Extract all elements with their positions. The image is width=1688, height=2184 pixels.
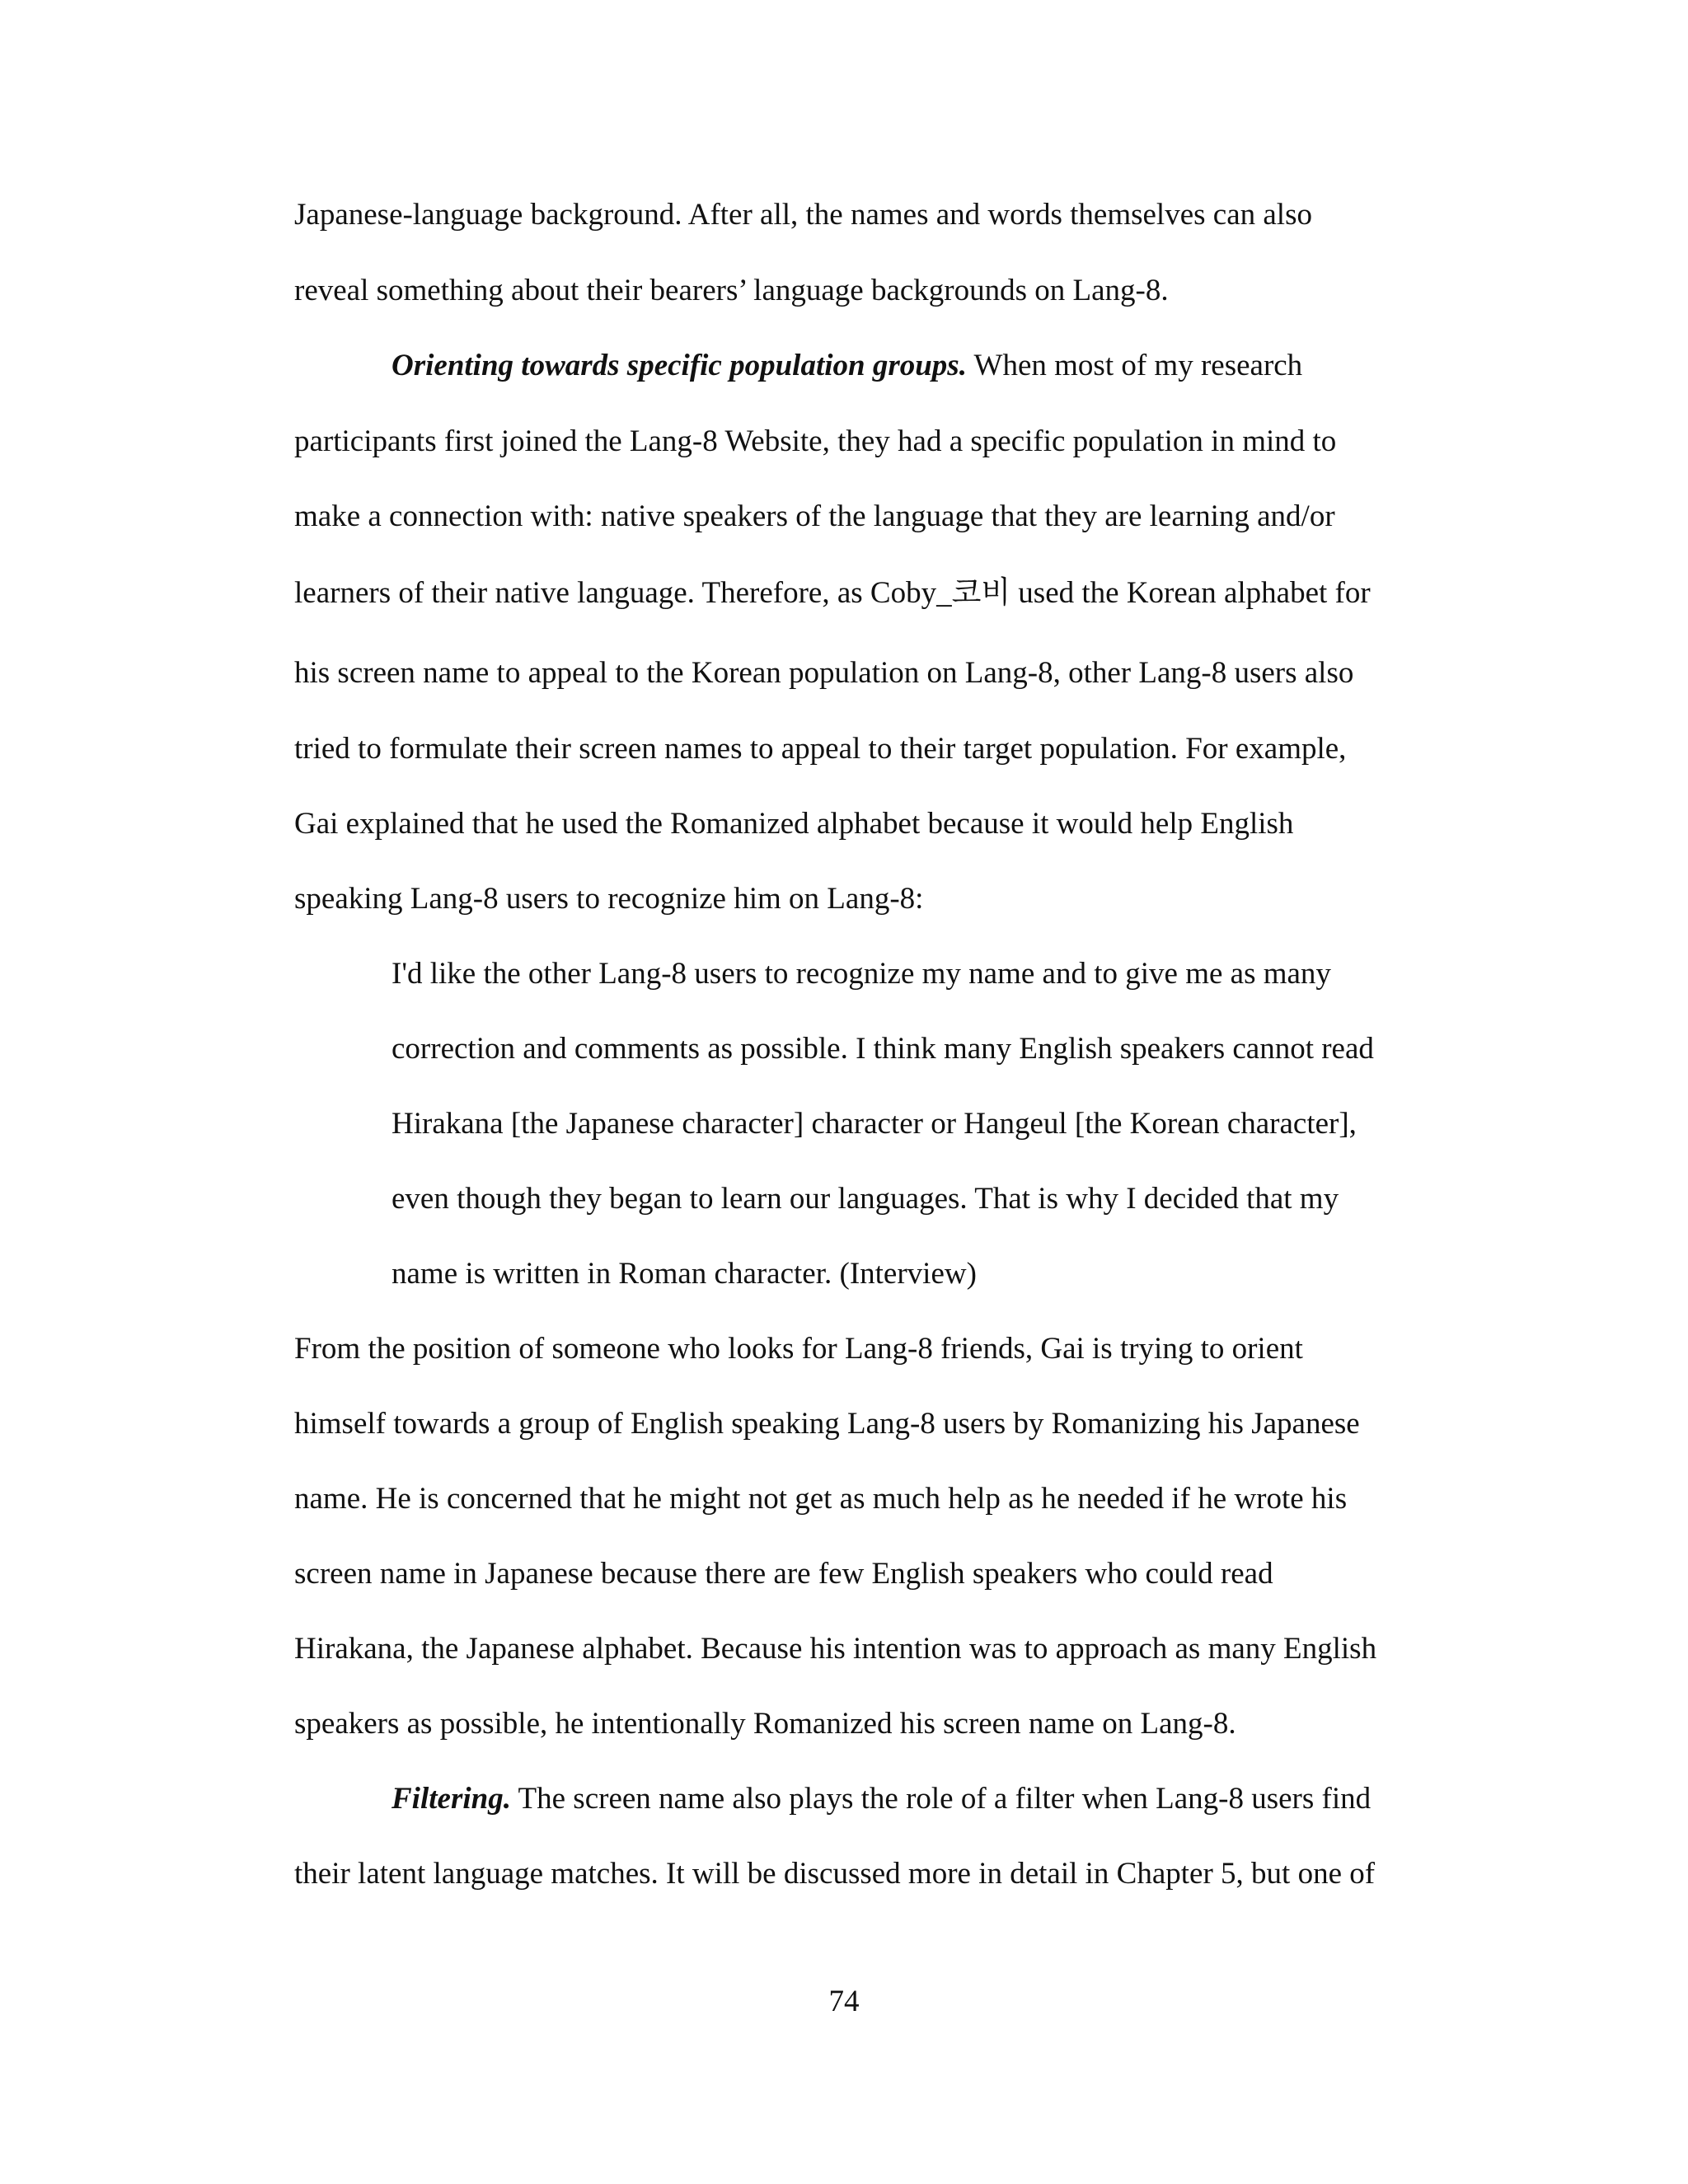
- body-line: Japanese-language background. After all, the names and words themselves can also: [294, 198, 1312, 232]
- body-line: their latent language matches. It will be discussed more in detail in Chapter 5, but one of: [294, 1857, 1376, 1891]
- body-line: Hirakana, the Japanese alphabet. Because his intention was to approach as many English: [294, 1632, 1377, 1666]
- page-number: 74: [828, 1985, 860, 2018]
- body-line: speakers as possible, he intentionally Romanized his screen name on Lang-8.: [294, 1707, 1236, 1741]
- quote-line: name is written in Roman character. (Interview): [392, 1257, 977, 1291]
- body-line: When most of my research: [966, 349, 1303, 382]
- body-line: his screen name to appeal to the Korean population on Lang-8, other Lang-8 users also: [294, 656, 1354, 690]
- body-line: make a connection with: native speakers of the language that they are learning and/or: [294, 499, 1335, 533]
- quote-line: Hirakana [the Japanese character] character or Hangeul [the Korean character],: [392, 1107, 1357, 1141]
- body-line: tried to formulate their screen names to appeal to their target population. For example,: [294, 732, 1347, 766]
- body-line: From the position of someone who looks for Lang-8 friends, Gai is trying to orient: [294, 1332, 1303, 1366]
- section-heading-orienting: [392, 345, 1302, 387]
- body-line: name. He is concerned that he might not get as much help as he needed if he wrote his: [294, 1482, 1348, 1516]
- body-line: learners of their native language. Therefore, as Coby_코비 used the Korean alphabet for: [294, 576, 1371, 610]
- quote-line: I'd like the other Lang-8 users to recognize my name and to give me as many: [392, 957, 1331, 991]
- body-line: Gai explained that he used the Romanized alphabet because it would help English: [294, 807, 1294, 841]
- body-line: screen name in Japanese because there are few English speakers who could read: [294, 1557, 1273, 1591]
- body-line: participants first joined the Lang-8 Website, they had a specific population in mind to: [294, 424, 1337, 458]
- section-heading-filtering: [392, 1779, 1371, 1820]
- body-line: reveal something about their bearers’ language backgrounds on Lang-8.: [294, 274, 1169, 307]
- body-line: speaking Lang-8 users to recognize him on Lang-8:: [294, 882, 924, 916]
- section-heading-text: Orienting towards specific population groups.: [392, 349, 967, 382]
- section-heading-text: Filtering.: [392, 1782, 511, 1816]
- quote-line: correction and comments as possible. I think many English speakers cannot read: [392, 1032, 1374, 1066]
- quote-line: even though they began to learn our languages. That is why I decided that my: [392, 1182, 1339, 1216]
- body-line: The screen name also plays the role of a filter when Lang-8 users find: [510, 1782, 1372, 1816]
- body-line: himself towards a group of English speaking Lang-8 users by Romanizing his Japanese: [294, 1407, 1360, 1441]
